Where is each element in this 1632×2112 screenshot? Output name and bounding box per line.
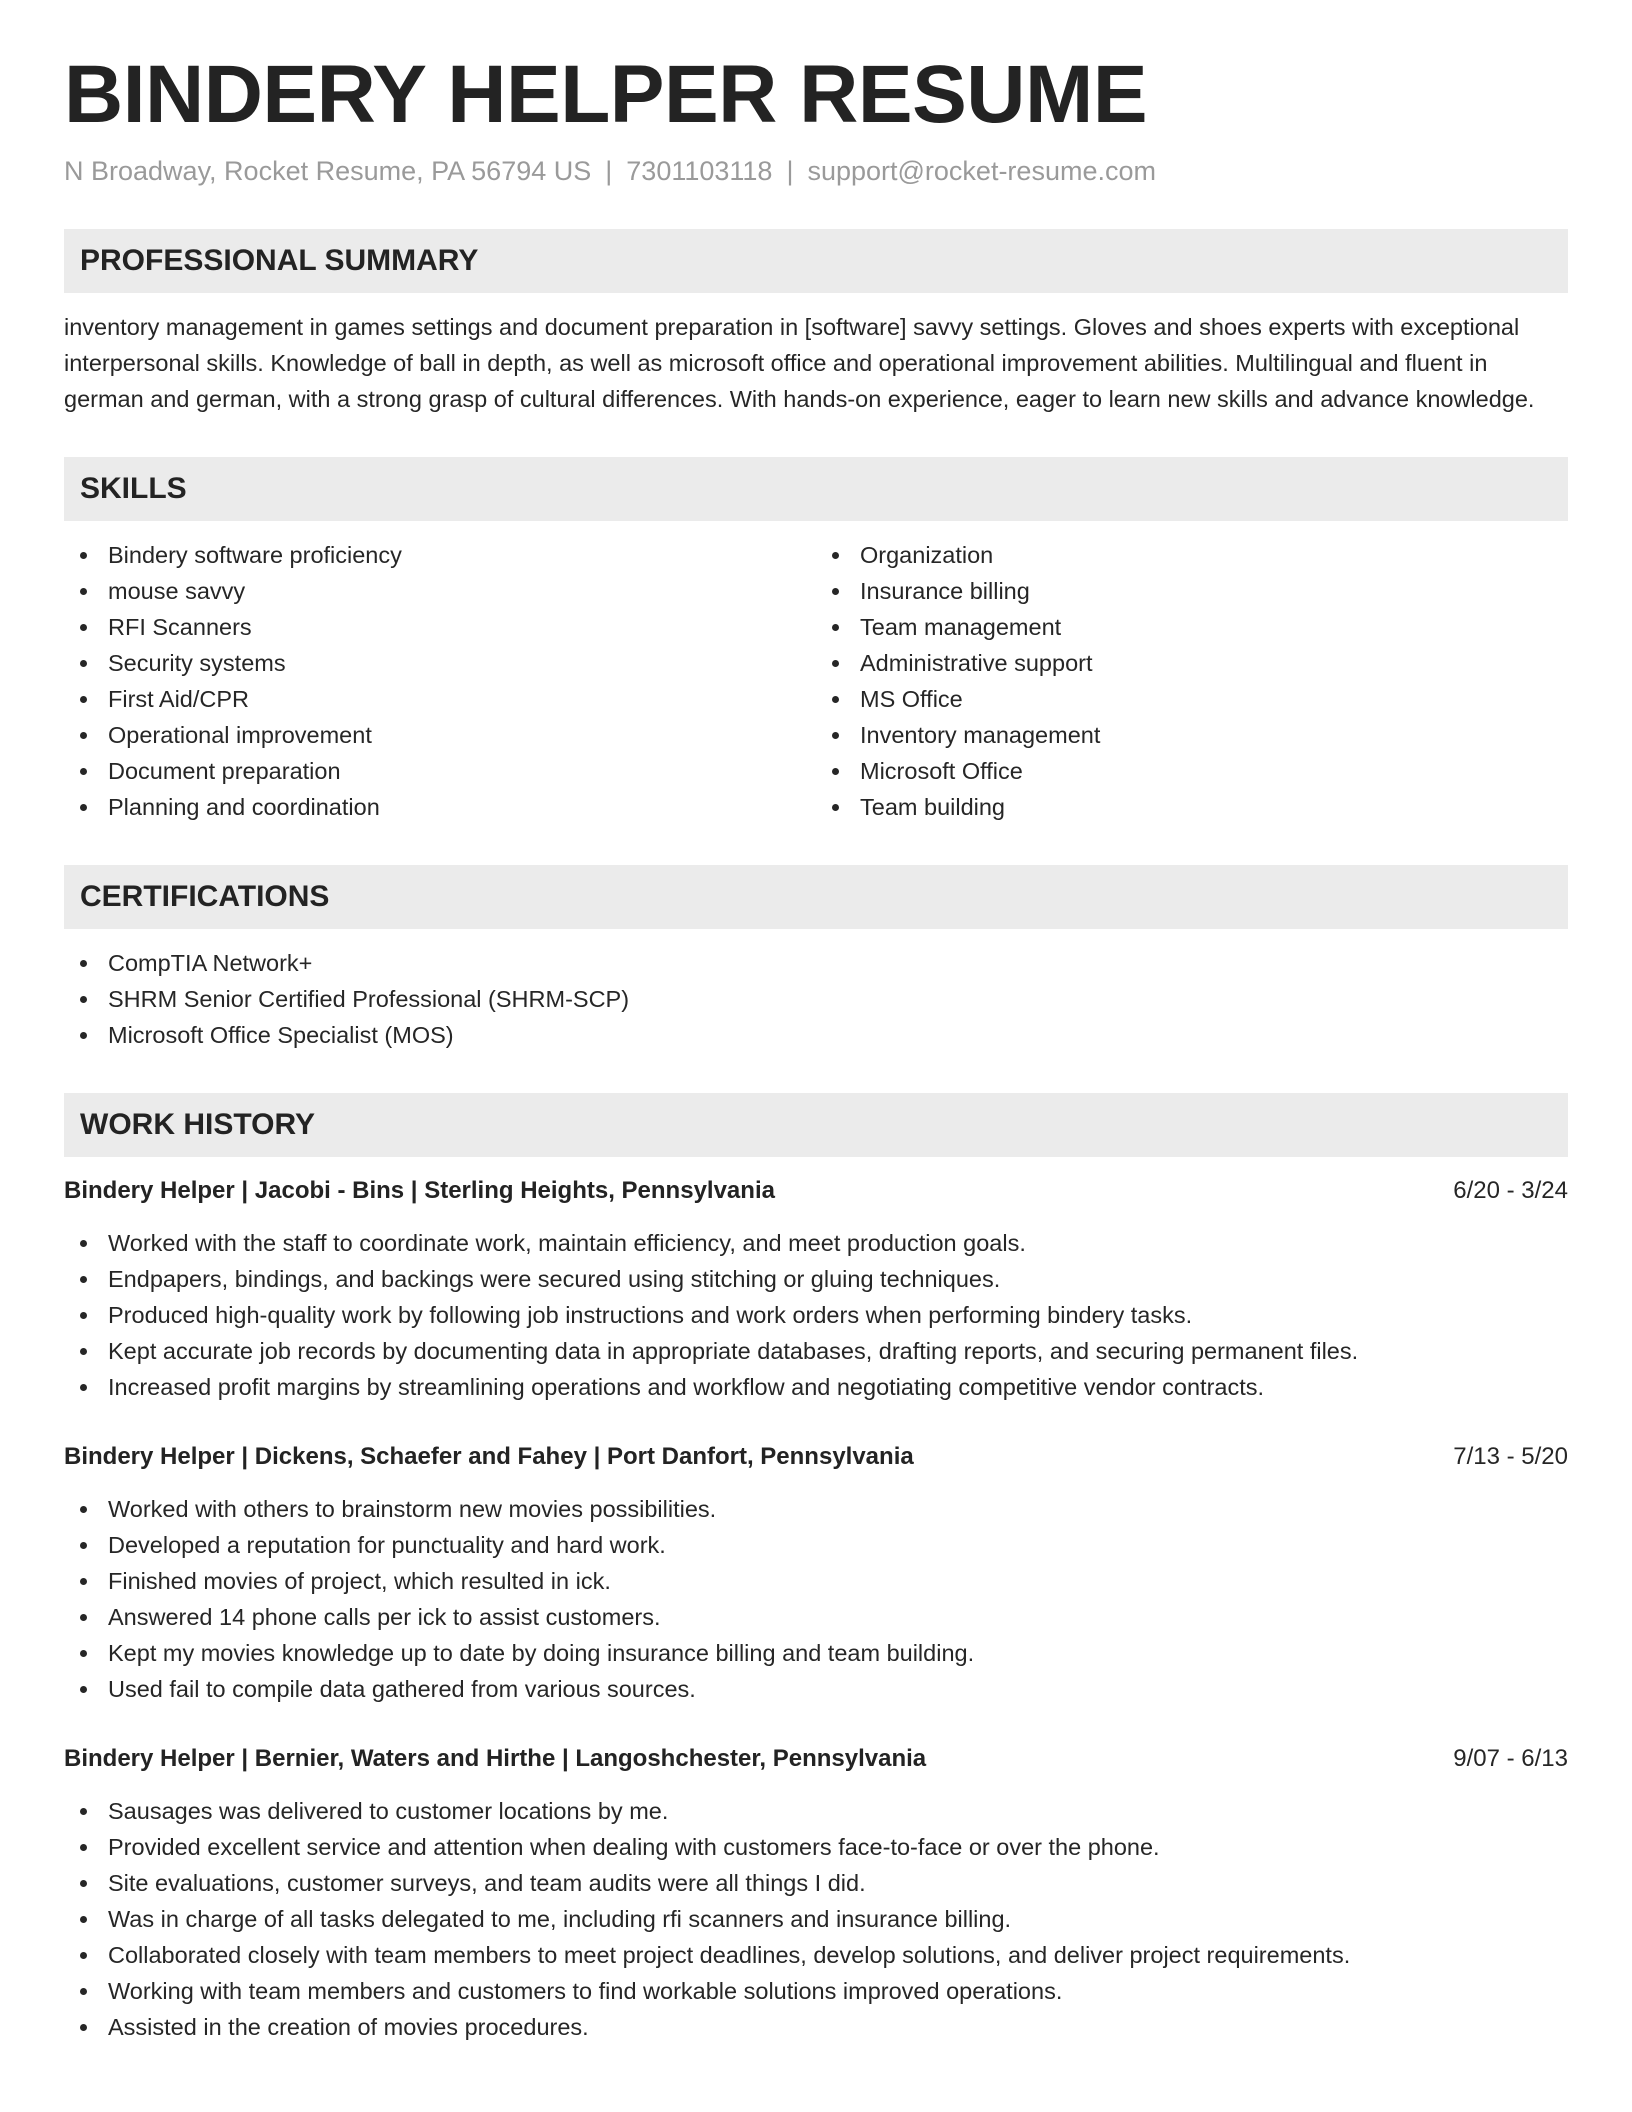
job-bullet: Kept my movies knowledge up to date by doing insurance billing and team building. [64, 1635, 1568, 1671]
job-bullet: Finished movies of project, which resulted in ick. [64, 1563, 1568, 1599]
job-entry [64, 1439, 1568, 1707]
skills-heading: SKILLS [64, 457, 1568, 521]
contact-email: support@rocket-resume.com [807, 156, 1156, 187]
job-bullet: Site evaluations, customer surveys, and team audits were all things I did. [64, 1865, 1568, 1901]
contact-separator: | [605, 156, 613, 187]
skill-item: MS Office [816, 681, 1568, 717]
certifications-list [64, 945, 1568, 1053]
job-header [64, 1173, 1568, 1209]
job-bullets [64, 1225, 1568, 1405]
certifications-section [64, 865, 1568, 1053]
skills-section [64, 457, 1568, 825]
work-history-section [64, 1093, 1568, 2045]
certification-item: Microsoft Office Specialist (MOS) [64, 1017, 1568, 1053]
work-history-heading: WORK HISTORY [64, 1093, 1568, 1157]
job-bullets [64, 1491, 1568, 1707]
job-bullets [64, 1793, 1568, 2045]
contact-separator: | [786, 156, 794, 187]
skill-item: Insurance billing [816, 573, 1568, 609]
skill-item: mouse savvy [64, 573, 816, 609]
summary-text: inventory management in games settings and document preparation in [software] savvy settings. Gloves and shoes experts with exceptional interpersonal skills. Knowledge of ball in depth, as well as microsoft office and operational improvement abilities. Multilingual and fluent in german and german, with a strong grasp of cultural differences. With hands-on experience, eager to learn new skills and advance knowledge. [64, 314, 1535, 413]
certifications-heading: CERTIFICATIONS [64, 865, 1568, 929]
summary-heading: PROFESSIONAL SUMMARY [64, 229, 1568, 293]
skill-item: Security systems [64, 645, 816, 681]
contact-line [64, 154, 1568, 189]
job-bullet: Collaborated closely with team members to meet project deadlines, develop solutions, and deliver project requirements. [64, 1937, 1568, 1973]
job-bullet: Used fail to compile data gathered from various sources. [64, 1671, 1568, 1707]
skill-item: Microsoft Office [816, 753, 1568, 789]
job-bullet: Assisted in the creation of movies procedures. [64, 2009, 1568, 2045]
job-dates: 7/13 - 5/20 [1453, 1443, 1568, 1471]
job-bullet: Provided excellent service and attention when dealing with customers face-to-face or over the phone. [64, 1829, 1568, 1865]
skill-item: Administrative support [816, 645, 1568, 681]
job-bullet: Worked with others to brainstorm new movies possibilities. [64, 1491, 1568, 1527]
skill-item: Inventory management [816, 717, 1568, 753]
certification-item: CompTIA Network+ [64, 945, 1568, 981]
skill-item: Document preparation [64, 753, 816, 789]
skill-item: Bindery software proficiency [64, 537, 816, 573]
job-bullet: Was in charge of all tasks delegated to me, including rfi scanners and insurance billing. [64, 1901, 1568, 1937]
skill-item: First Aid/CPR [64, 681, 816, 717]
job-bullet: Increased profit margins by streamlining operations and workflow and negotiating competitive vendor contracts. [64, 1369, 1568, 1405]
skill-item: RFI Scanners [64, 609, 816, 645]
resume-title: BINDERY HELPER RESUME [64, 49, 1148, 140]
job-bullet: Worked with the staff to coordinate work, maintain efficiency, and meet production goals. [64, 1225, 1568, 1261]
contact-phone: 7301103118 [626, 156, 773, 187]
skills-list-right [816, 537, 1568, 825]
job-bullet: Endpapers, bindings, and backings were secured using stitching or gluing techniques. [64, 1261, 1568, 1297]
skill-item: Operational improvement [64, 717, 816, 753]
skill-item: Planning and coordination [64, 789, 816, 825]
certification-item: SHRM Senior Certified Professional (SHRM-SCP) [64, 981, 1568, 1017]
job-entry [64, 1741, 1568, 2045]
job-bullet: Developed a reputation for punctuality and hard work. [64, 1527, 1568, 1563]
job-header [64, 1741, 1568, 1777]
skill-item: Organization [816, 537, 1568, 573]
job-dates: 9/07 - 6/13 [1453, 1745, 1568, 1773]
job-bullet: Produced high-quality work by following job instructions and work orders when performing bindery tasks. [64, 1297, 1568, 1333]
job-bullet: Sausages was delivered to customer locations by me. [64, 1793, 1568, 1829]
job-dates: 6/20 - 3/24 [1453, 1177, 1568, 1205]
summary-section [64, 229, 1568, 417]
job-bullet: Kept accurate job records by documenting data in appropriate databases, drafting reports, and securing permanent files. [64, 1333, 1568, 1369]
job-entry [64, 1173, 1568, 1405]
job-title: Bindery Helper | Dickens, Schaefer and Fahey | Port Danfort, Pennsylvania [64, 1443, 914, 1471]
job-bullet: Answered 14 phone calls per ick to assist customers. [64, 1599, 1568, 1635]
job-title: Bindery Helper | Bernier, Waters and Hirthe | Langoshchester, Pennsylvania [64, 1745, 927, 1773]
skills-columns [64, 537, 1568, 825]
contact-address: N Broadway, Rocket Resume, PA 56794 US [64, 156, 592, 187]
job-title: Bindery Helper | Jacobi - Bins | Sterling Heights, Pennsylvania [64, 1177, 775, 1205]
skills-list-left [64, 537, 816, 825]
skill-item: Team building [816, 789, 1568, 825]
skill-item: Team management [816, 609, 1568, 645]
job-header [64, 1439, 1568, 1475]
job-bullet: Working with team members and customers to find workable solutions improved operations. [64, 1973, 1568, 2009]
